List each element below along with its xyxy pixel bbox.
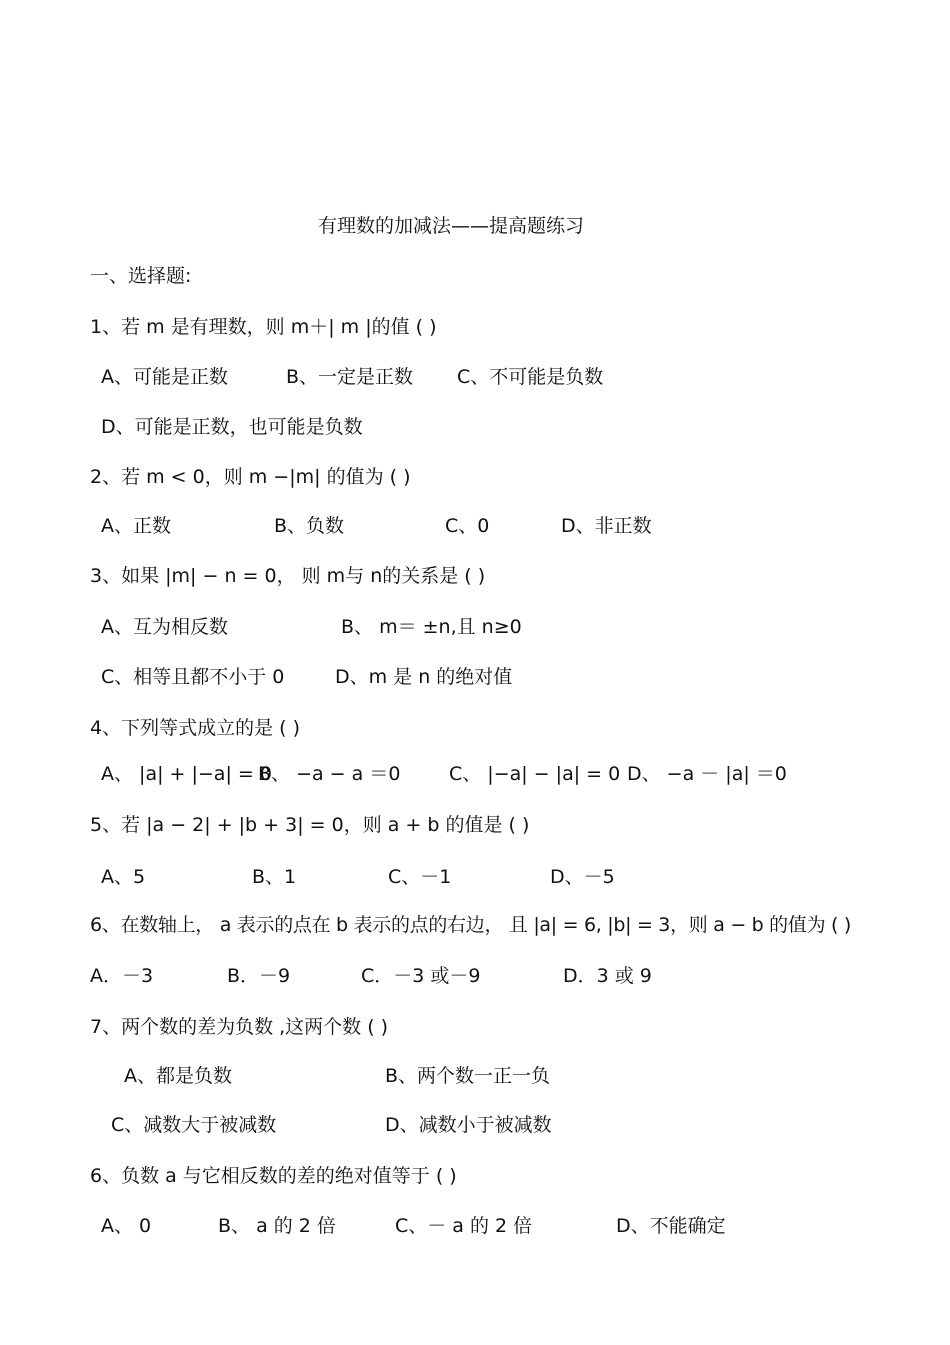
option-a: A、正数 <box>101 515 171 537</box>
question-stem: 4、下列等式成立的是 ( ) <box>90 717 300 739</box>
option-d: D、m 是 n 的绝对值 <box>335 666 513 688</box>
question-stem: 5、若 |a − 2| + |b + 3| = 0，则 a + b 的值是 ( ) <box>90 814 530 836</box>
question-stem: 6、在数轴上， a 表示的点在 b 表示的点的右边， 且 |a| = 6, |b| = 3，则 a − b 的值为 ( ) <box>90 914 851 936</box>
option-b: B、 a 的 2 倍 <box>218 1215 336 1237</box>
option-d: D、 −a － |a| ＝0 <box>627 763 787 785</box>
option-d: D、不能确定 <box>616 1215 726 1237</box>
option-c: C、－ a 的 2 倍 <box>395 1215 533 1237</box>
option-a: A、 0 <box>101 1215 152 1237</box>
option-c: C、－1 <box>388 866 452 888</box>
option-d: D．3 或 9 <box>563 965 652 987</box>
option-d: D、可能是正数，也可能是负数 <box>101 416 363 438</box>
option-b: B、 m＝ ±n,且 n≥0 <box>341 616 522 638</box>
question-stem: 3、如果 |m| − n = 0， 则 m与 n的关系是 ( ) <box>90 565 486 587</box>
option-c: C、 |−a| − |a| = 0 <box>449 763 621 785</box>
option-c: C、不可能是负数 <box>457 366 604 388</box>
option-b: B、 −a − a ＝0 <box>258 763 401 785</box>
section-heading: 一、选择题: <box>90 265 192 287</box>
page-title: 有理数的加减法——提高题练习 <box>318 215 585 237</box>
option-d: D、减数小于被减数 <box>385 1114 552 1136</box>
option-a: A、5 <box>101 866 146 888</box>
option-b: B、1 <box>252 866 297 888</box>
option-b: B、一定是正数 <box>286 366 414 388</box>
question-stem: 2、若 m < 0，则 m −|m| 的值为 ( ) <box>90 466 411 488</box>
option-d: D、－5 <box>550 866 615 888</box>
option-d: D、非正数 <box>561 515 652 537</box>
question-stem: 1、若 m 是有理数，则 m＋| m |的值 ( ) <box>90 316 437 338</box>
option-c: C、相等且都不小于 0 <box>101 666 285 688</box>
option-a: A、互为相反数 <box>101 616 228 638</box>
option-a: A．－3 <box>90 965 154 987</box>
question-stem: 7、两个数的差为负数 ,这两个数 ( ) <box>90 1016 389 1038</box>
option-c: C、减数大于被减数 <box>111 1114 277 1136</box>
option-b: B．－9 <box>227 965 291 987</box>
question-stem: 6、负数 a 与它相反数的差的绝对值等于 ( ) <box>90 1165 457 1187</box>
option-c: C、0 <box>445 515 490 537</box>
option-a: A、可能是正数 <box>101 366 228 388</box>
option-b: B、负数 <box>274 515 345 537</box>
option-a: A、 |a| + |−a| = 0 <box>101 763 272 785</box>
option-b: B、两个数一正一负 <box>385 1065 551 1087</box>
option-c: C．－3 或－9 <box>361 965 481 987</box>
option-a: A、都是负数 <box>124 1065 232 1087</box>
